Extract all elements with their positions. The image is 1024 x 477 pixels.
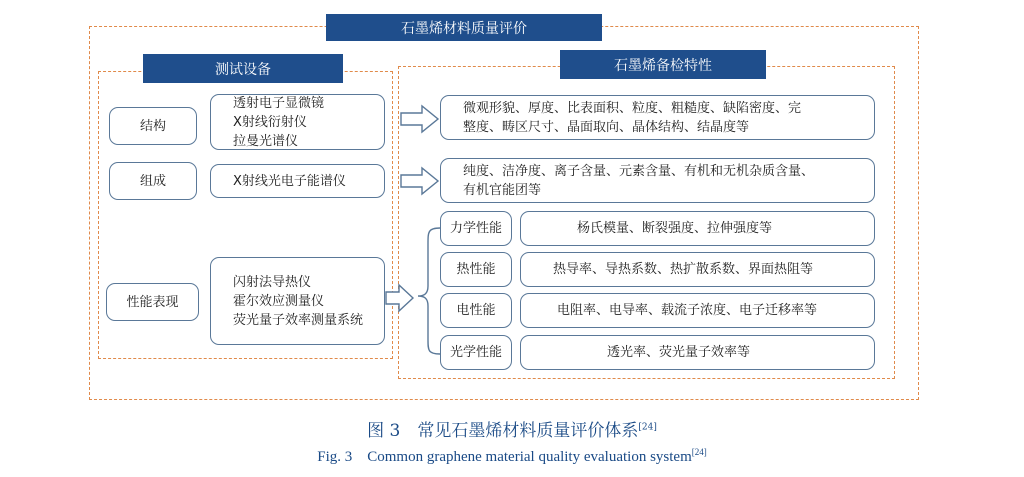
- structure-properties-line: 微观形貌、厚度、比表面积、粒度、粗糙度、缺陷密度、完: [463, 101, 802, 116]
- instrument-list-composition: [210, 164, 385, 198]
- structure-properties: [440, 95, 875, 140]
- performance-name-thermal: 热性能: [440, 252, 512, 287]
- arrow-right-icon: [400, 104, 440, 134]
- instrument-item: X射线光电子能谱仪: [233, 173, 346, 189]
- performance-items-mechanical: 杨氏模量、断裂强度、拉伸强度等: [520, 211, 875, 246]
- performance-items-electrical: 电阻率、电导率、载流子浓度、电子迁移率等: [520, 293, 875, 328]
- structure-properties-line: 整度、畴区尺寸、晶面取向、晶体结构、结晶度等: [463, 120, 750, 135]
- category-structure: 结构: [109, 107, 197, 145]
- performance-name-mechanical: 力学性能: [440, 211, 512, 246]
- arrow-right-icon: [385, 283, 415, 313]
- composition-properties-line: 有机官能团等: [463, 183, 542, 198]
- composition-properties: [440, 158, 875, 203]
- figure-caption-en: [0, 445, 1024, 467]
- performance-name-electrical: 电性能: [440, 293, 512, 328]
- caption-cn-text: 图 3 常见石墨烯材料质量评价体系: [367, 421, 639, 441]
- instrument-item: 荧光量子效率测量系统: [233, 312, 364, 328]
- diagram-title: 石墨烯材料质量评价: [326, 14, 602, 41]
- arrow-right-icon: [400, 166, 440, 196]
- performance-items-thermal: 热导率、导热系数、热扩散系数、界面热阻等: [520, 252, 875, 287]
- category-performance: 性能表现: [106, 283, 199, 321]
- left-panel-title: 测试设备: [143, 54, 343, 83]
- category-composition: 组成: [109, 162, 197, 200]
- instrument-item: 透射电子显微镜: [233, 95, 325, 111]
- performance-name-optical: 光学性能: [440, 335, 512, 370]
- instrument-item: 拉曼光谱仪: [233, 133, 299, 149]
- performance-items-optical: 透光率、荧光量子效率等: [520, 335, 875, 370]
- instrument-list-structure: [210, 94, 385, 150]
- performance-bracket: [412, 220, 442, 360]
- right-panel-title: 石墨烯备检特性: [560, 50, 766, 79]
- composition-properties-line: 纯度、洁净度、离子含量、元素含量、有机和无机杂质含量、: [463, 164, 815, 179]
- instrument-item: X射线衍射仪: [233, 114, 307, 130]
- instrument-item: 闪射法导热仪: [233, 274, 312, 290]
- caption-cn-ref: [24]: [638, 422, 657, 433]
- instrument-item: 霍尔效应测量仪: [233, 293, 325, 309]
- caption-en-ref: [24]: [691, 447, 707, 457]
- caption-en-text: Fig. 3 Common graphene material quality evaluation system: [317, 449, 692, 465]
- figure-caption-cn: [0, 416, 1024, 440]
- instrument-list-performance: [210, 257, 385, 345]
